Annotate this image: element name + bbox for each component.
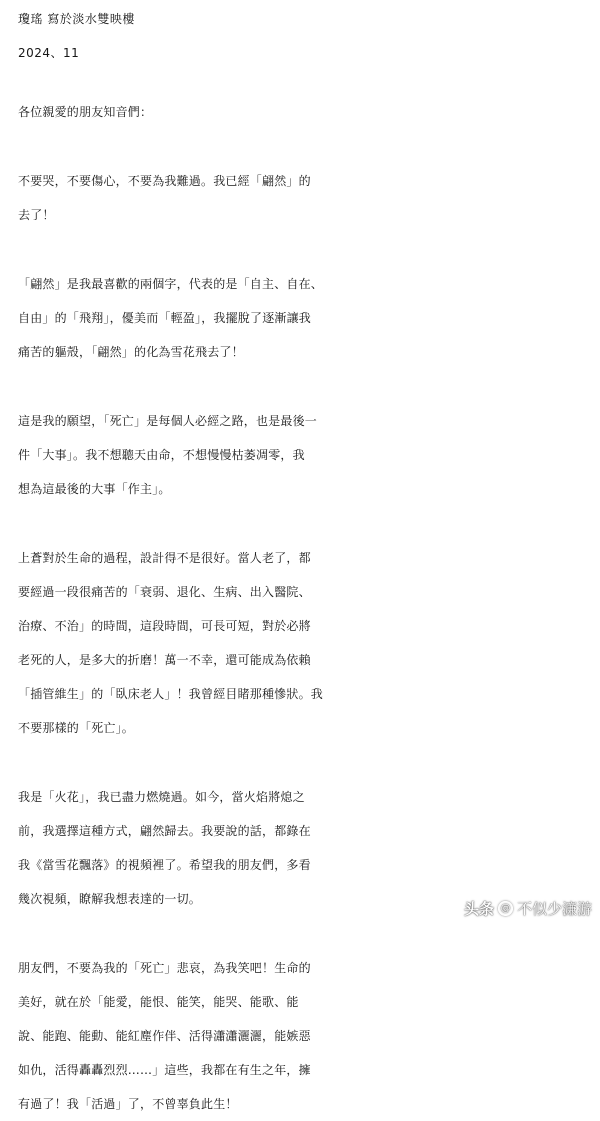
paragraph-line: 如仇，活得轟轟烈烈……」這些，我都在有生之年，擁	[18, 1063, 311, 1077]
paragraph-gap	[18, 232, 588, 267]
paragraph-line: 想為這最後的大事「作主」。	[18, 482, 171, 496]
letter-paragraph	[18, 951, 588, 1121]
paragraph-line: 這是我的願望，「死亡」是每個人必經之路，也是最後一	[18, 414, 318, 428]
paragraph-line: 不要那樣的「死亡」。	[18, 721, 135, 735]
letter-paragraph	[18, 267, 588, 369]
paragraph-line: 「插管維生」的「臥床老人」！我曾經目睹那種慘狀。我	[18, 687, 324, 701]
paragraph-line: 說、能跑、能動、能紅塵作伴、活得瀟瀟灑灑，能嫉惡	[18, 1029, 311, 1043]
paragraph-line: 痛苦的軀殼，「翩然」的化為雪花飛去了！	[18, 345, 244, 359]
watermark-account: 不似少濂游	[516, 900, 592, 918]
letter-body	[18, 164, 588, 1121]
toutiao-watermark	[464, 898, 592, 919]
paragraph-line: 前，我選擇這種方式，翩然歸去。我要說的話，都錄在	[18, 824, 311, 838]
greeting: 各位親愛的朋友知音們：	[18, 105, 153, 119]
paragraph-line: 我《當雪花飄落》的視頻裡了。希望我的朋友們，多看	[18, 858, 311, 872]
letter-paragraph	[18, 780, 588, 916]
spacer	[18, 70, 588, 95]
letter-paragraph	[18, 164, 588, 232]
paragraph-gap	[18, 506, 588, 541]
paragraph-line: 有過了！我「活過」了，不曾辜負此生！	[18, 1097, 238, 1111]
paragraph-gap	[18, 369, 588, 404]
at-icon: @	[498, 901, 513, 916]
watermark-brand: 头条	[463, 900, 494, 918]
paragraph-line: 幾次視頻，瞭解我想表達的一切。	[18, 892, 202, 906]
letter-paragraph	[18, 404, 588, 506]
date-line: 2024、11	[18, 46, 80, 60]
paragraph-line: 朋友們，不要為我的「死亡」悲哀，為我笑吧！生命的	[18, 961, 311, 975]
paragraph-gap	[18, 129, 588, 164]
paragraph-line: 我是「火花」，我已盡力燃燒過。如今，當火焰將熄之	[18, 790, 305, 804]
paragraph-line: 治療、不治」的時間，這段時間，可長可短，對於必將	[18, 619, 311, 633]
letter-paragraph	[18, 541, 588, 745]
paragraph-line: 自由」的「飛翔」，優美而「輕盈」，我擺脫了逐漸讓我	[18, 311, 312, 325]
paragraph-gap	[18, 745, 588, 780]
paragraph-line: 去了！	[18, 208, 55, 222]
paragraph-line: 老死的人，是多大的折磨！萬一不幸，還可能成為依賴	[18, 653, 311, 667]
paragraph-line: 「翩然」是我最喜歡的兩個字，代表的是「自主、自在、	[18, 277, 324, 291]
paragraph-line: 不要哭，不要傷心，不要為我難過。我已經「翩然」的	[18, 174, 311, 188]
paragraph-line: 要經過一段很痛苦的「衰弱、退化、生病、出入醫院、	[18, 585, 311, 599]
paragraph-gap	[18, 916, 588, 951]
paragraph-line: 件「大事」。我不想聽天由命，不想慢慢枯萎凋零，我	[18, 448, 305, 462]
author-line: 瓊瑤 寫於淡水雙映樓	[18, 12, 135, 26]
paragraph-line: 上蒼對於生命的過程，設計得不是很好。當人老了，都	[18, 551, 311, 565]
letter-page	[18, 2, 588, 1121]
paragraph-line: 美好，就在於「能愛，能恨、能笑，能哭、能歌、能	[18, 995, 299, 1009]
